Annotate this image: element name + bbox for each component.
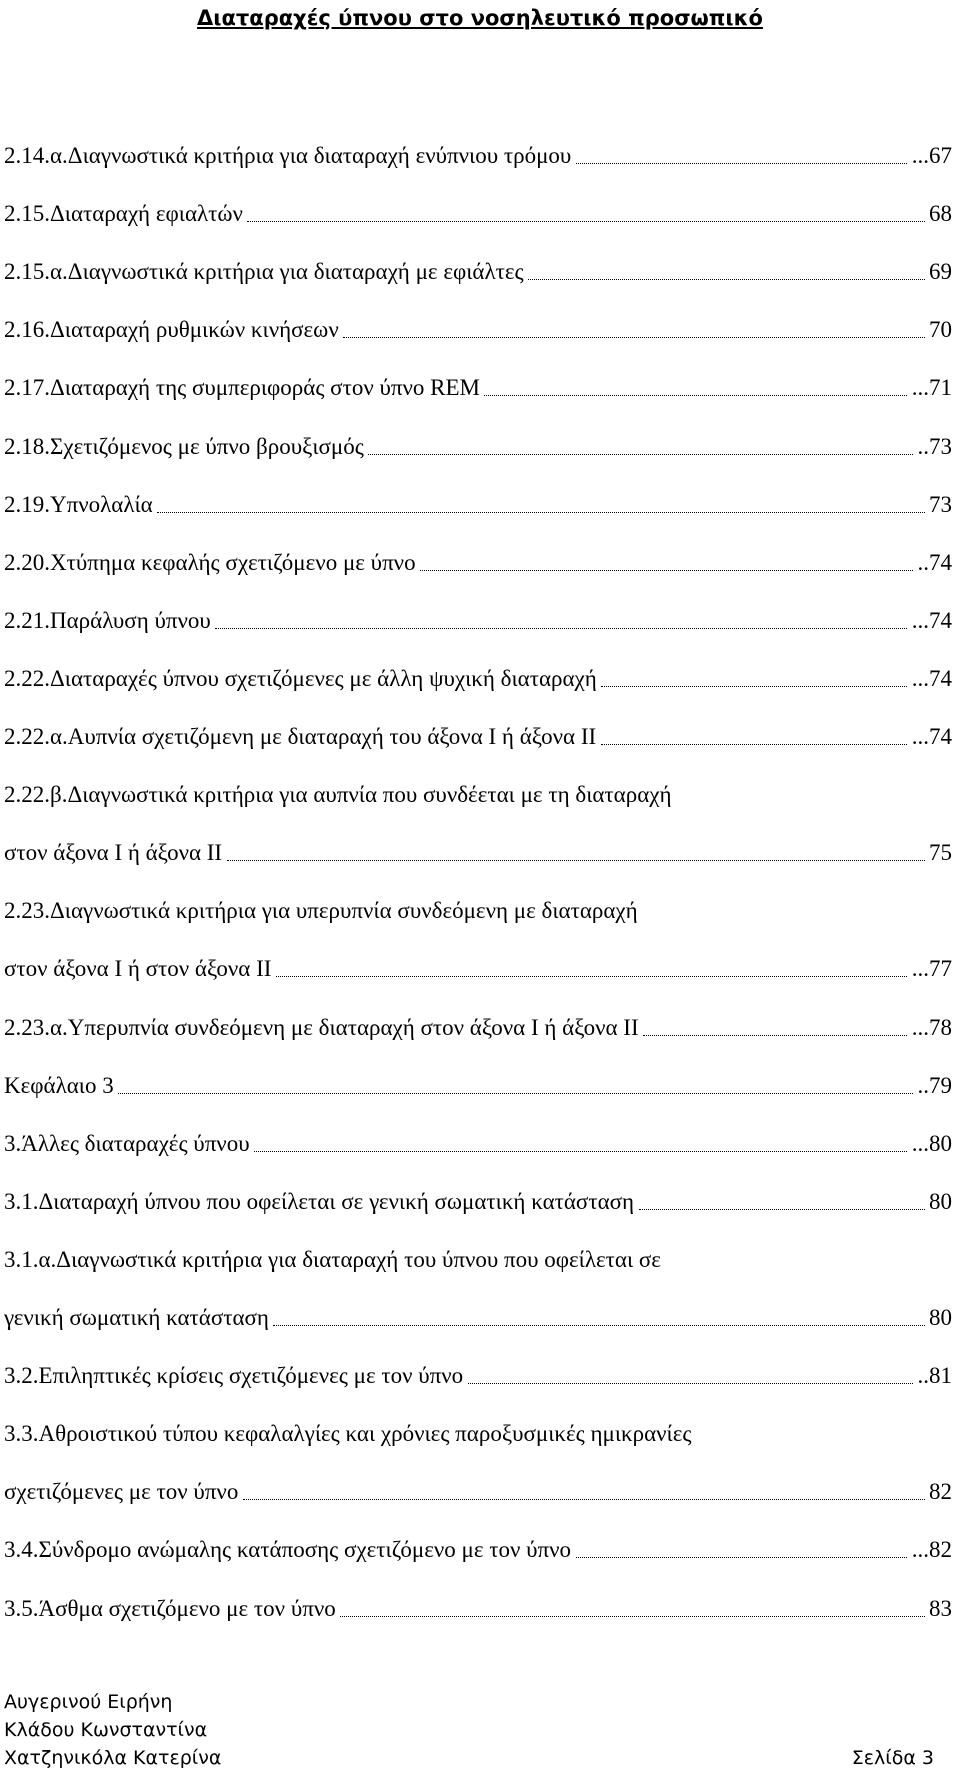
toc-dot-leader [420, 549, 913, 577]
toc-entry-title: στον άξονα Ι ή στον άξονα ΙΙ [4, 956, 272, 981]
toc-entry[interactable] [4, 1595, 952, 1623]
toc-page-number: ...77 [911, 956, 952, 981]
toc-entry[interactable] [4, 607, 952, 635]
toc-page-number: ..74 [917, 550, 952, 575]
toc-entry-title: 3.5.Άσθμα σχετιζόμενο με τον ύπνο [4, 1596, 336, 1621]
toc-entry-title: 2.23.Διαγνωστικά κριτήρια για υπερυπνία συνδεόμενη με διαταραχή [4, 898, 638, 923]
toc-entry-title: 3.1.Διαταραχή ύπνου που οφείλεται σε γενική σωματική κατάσταση [4, 1189, 635, 1214]
toc-dot-leader [340, 1595, 925, 1623]
toc-dot-leader [576, 142, 907, 170]
toc-entry[interactable] [4, 258, 952, 286]
toc-entry[interactable] [4, 549, 952, 577]
toc-page-number: ..79 [917, 1073, 952, 1098]
toc-entry-title: γενική σωματική κατάσταση [4, 1305, 269, 1330]
toc-entry-title: 2.14.α.Διαγνωστικά κριτήρια για διαταραχή ενύπνιου τρόμου [4, 143, 572, 168]
document-header-title: Διαταραχές ύπνου στο νοσηλευτικό προσωπικό [197, 6, 763, 30]
toc-entry-title: 2.23.α.Υπερυπνία συνδεόμενη με διαταραχή στον άξονα Ι ή άξονα ΙΙ [4, 1015, 639, 1040]
toc-page-number: 82 [929, 1479, 952, 1504]
toc-dot-leader [368, 433, 913, 461]
toc-entry-title: 2.15.α.Διαγνωστικά κριτήρια για διαταραχή με εφιάλτες [4, 259, 524, 284]
toc-dot-leader [276, 955, 907, 983]
toc-entry[interactable] [4, 897, 952, 925]
footer-author: Χατζηνικόλα Κατερίνα [4, 1747, 222, 1769]
toc-entry-title: 3.Άλλες διαταραχές ύπνου [4, 1131, 250, 1156]
toc-entry[interactable] [4, 142, 952, 170]
toc-dot-leader [343, 316, 925, 344]
toc-page-number: ...78 [911, 1015, 952, 1040]
toc-dot-leader [254, 1130, 907, 1158]
toc-page-number: 68 [929, 201, 952, 226]
toc-entry[interactable] [4, 1188, 952, 1216]
toc-entry-title: στον άξονα Ι ή άξονα ΙΙ [4, 840, 223, 865]
toc-page-number: ..81 [917, 1363, 952, 1388]
toc-entry[interactable] [4, 374, 952, 402]
toc-entry-title: 2.22.Διαταραχές ύπνου σχετιζόμενες με άλλη ψυχική διαταραχή [4, 666, 597, 691]
toc-page-number: ...80 [911, 1131, 952, 1156]
toc-page-number: ...71 [911, 375, 952, 400]
toc-page-number: 80 [929, 1189, 952, 1214]
toc-entry[interactable] [4, 200, 952, 228]
toc-entry-title: 2.18.Σχετιζόμενος με ύπνο βρουξισμός [4, 434, 364, 459]
toc-entry-title: Κεφάλαιο 3 [4, 1073, 114, 1098]
toc-dot-leader [484, 374, 907, 402]
toc-dot-leader [601, 665, 907, 693]
toc-dot-leader [247, 200, 925, 228]
toc-dot-leader [528, 258, 925, 286]
toc-entry[interactable] [4, 1478, 952, 1506]
toc-page-number: ...74 [911, 724, 952, 749]
footer-author: Κλάδου Κωνσταντίνα [4, 1719, 208, 1741]
toc-page-number: 80 [929, 1305, 952, 1330]
toc-entry[interactable] [4, 1130, 952, 1158]
toc-entry[interactable] [4, 1072, 952, 1100]
toc-entry[interactable] [4, 955, 952, 983]
toc-entry-title: 3.4.Σύνδρομο ανώμαλης κατάποσης σχετιζόμενο με τον ύπνο [4, 1537, 572, 1562]
toc-page-number: ..73 [917, 434, 952, 459]
toc-dot-leader [468, 1362, 913, 1390]
toc-entry[interactable] [4, 781, 952, 809]
toc-dot-leader [118, 1072, 913, 1100]
toc-page-number: 70 [929, 317, 952, 342]
toc-entry[interactable] [4, 839, 952, 867]
toc-dot-leader [215, 607, 907, 635]
toc-entry-title: 3.1.α.Διαγνωστικά κριτήρια για διαταραχή του ύπνου που οφείλεται σε [4, 1247, 661, 1272]
page-number-label: Σελίδα 3 [851, 1747, 934, 1769]
toc-entry[interactable] [4, 1014, 952, 1042]
toc-entry[interactable] [4, 1362, 952, 1390]
toc-entry[interactable] [4, 316, 952, 344]
toc-page-number: 73 [929, 492, 952, 517]
toc-page-number: ...82 [911, 1537, 952, 1562]
footer-author: Αυγερινού Ειρήνη [4, 1691, 173, 1713]
toc-entry-title: 3.2.Επιληπτικές κρίσεις σχετιζόμενες με τον ύπνο [4, 1363, 464, 1388]
toc-page-number: ...67 [911, 143, 952, 168]
toc-entry[interactable] [4, 1420, 952, 1448]
toc-dot-leader [643, 1014, 907, 1042]
toc-page-number: 75 [929, 840, 952, 865]
toc-page-number: ...74 [911, 666, 952, 691]
toc-dot-leader [243, 1478, 925, 1506]
toc-entry-title: 2.19.Υπνολαλία [4, 492, 153, 517]
toc-entry-title: 2.15.Διαταραχή εφιαλτών [4, 201, 243, 226]
toc-dot-leader [601, 723, 907, 751]
toc-entry-title: 2.17.Διαταραχή της συμπεριφοράς στον ύπνο REM [4, 375, 480, 400]
toc-entry[interactable] [4, 665, 952, 693]
toc-entry-title: σχετιζόμενες με τον ύπνο [4, 1479, 239, 1504]
page-footer [0, 1690, 960, 1777]
toc-page-number: 83 [929, 1596, 952, 1621]
toc-entry[interactable] [4, 491, 952, 519]
toc-dot-leader [273, 1304, 925, 1332]
toc-entry[interactable] [4, 1536, 952, 1564]
toc-page-number: ...74 [911, 608, 952, 633]
toc-entry-title: 2.21.Παράλυση ύπνου [4, 608, 211, 633]
toc-entry-title: 2.16.Διαταραχή ρυθμικών κινήσεων [4, 317, 339, 342]
toc-entry[interactable] [4, 723, 952, 751]
toc-entry[interactable] [4, 1304, 952, 1332]
toc-entry-title: 2.22.β.Διαγνωστικά κριτήρια για αυπνία που συνδέεται με τη διαταραχή [4, 782, 672, 807]
toc-dot-leader [576, 1536, 907, 1564]
toc-dot-leader [639, 1188, 925, 1216]
toc-entry-title: 2.22.α.Αυπνία σχετιζόμενη με διαταραχή του άξονα Ι ή άξονα ΙΙ [4, 724, 597, 749]
toc-entry[interactable] [4, 1246, 952, 1274]
toc-page-number: 69 [929, 259, 952, 284]
toc-entry-title: 3.3.Αθροιστικού τύπου κεφαλαλγίες και χρόνιες παροξυσμικές ημικρανίες [4, 1421, 692, 1446]
toc-dot-leader [227, 839, 925, 867]
toc-entry[interactable] [4, 433, 952, 461]
toc-dot-leader [157, 491, 925, 519]
toc-entry-title: 2.20.Χτύπημα κεφαλής σχετιζόμενο με ύπνο [4, 550, 416, 575]
